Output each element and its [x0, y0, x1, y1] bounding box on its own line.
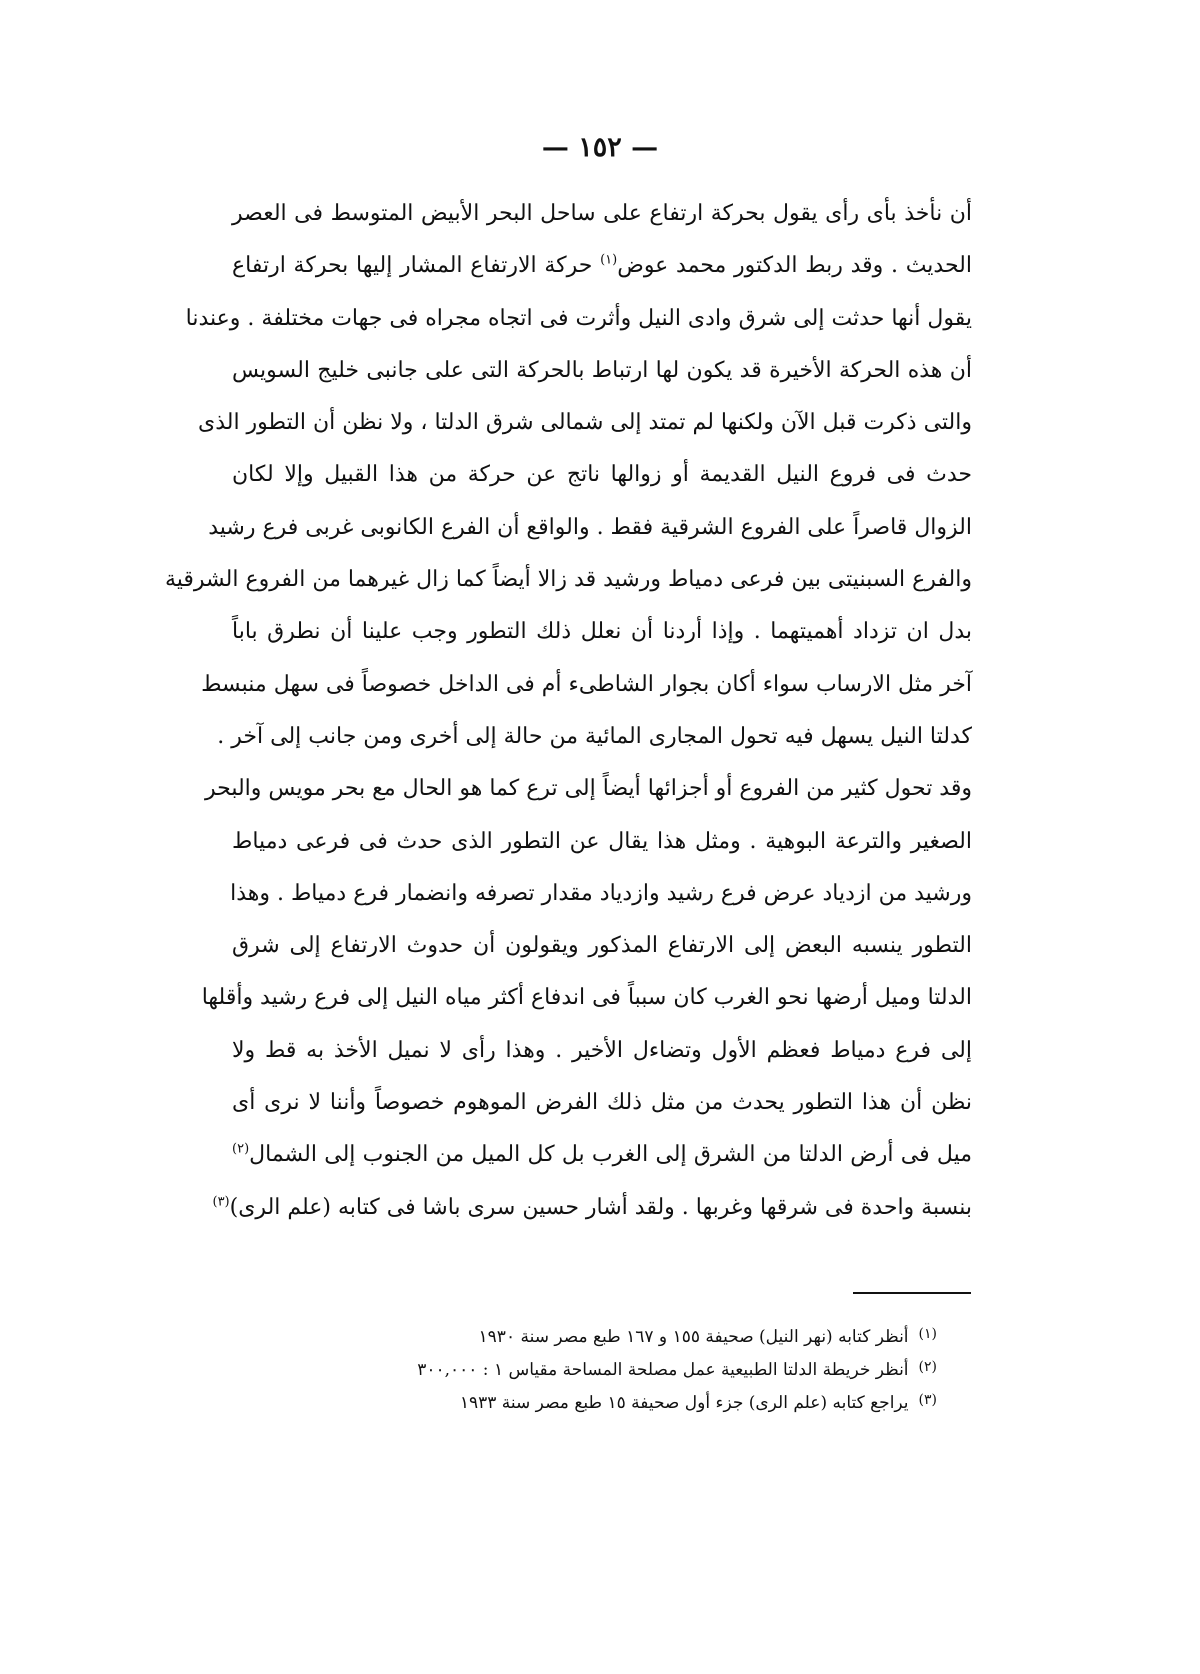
footnote-ref: (٢) — [232, 1142, 250, 1158]
text-line: الصغير والترعة البوهية . ومثل هذا يقال عن التطور الذى حدث فى فرعى دمياط — [232, 828, 972, 854]
footnote — [300, 1384, 937, 1417]
footnote — [300, 1318, 937, 1351]
text-line: أن نأخذ بأى رأى يقول بحركة ارتفاع على ساحل البحر الأبيض المتوسط فى العصر — [232, 201, 972, 226]
footnote-marker: (٢) — [918, 1359, 937, 1375]
text-line: ورشيد من ازدياد عرض فرع رشيد وازدياد مقدار تصرفه وانضمار فرع دمياط . وهذا — [230, 880, 972, 906]
footnote-ref: (٣) — [212, 1194, 230, 1210]
page-number: — ١٥٢ — — [541, 132, 659, 163]
text-line: الحديث . وقد ربط الدكتور محمد عوض$^{(١)}$ حركة الارتفاع المشار إليها بحركة ارتفاع — [232, 252, 972, 279]
footnote-text: يراجع كتابه (علم الرى) جزء أول صحيفة ١٥ طبع مصر سنة ١٩٣٣ — [459, 1393, 909, 1413]
text-line: وقد تحول كثير من الفروع أو أجزائها أيضاً إلى ترع كما هو الحال مع بحر مويس والبحر — [205, 776, 972, 802]
text-line: التطور ينسبه البعض إلى الارتفاع المذكور ويقولون أن حدوث الارتفاع إلى شرق — [232, 933, 972, 959]
footnote-text: أنظر كتابه (نهر النيل) صحيفة ١٥٥ و ١٦٧ طبع مصر سنة ١٩٣٠ — [478, 1327, 909, 1347]
text-line: الزوال قاصراً على الفروع الشرقية فقط . والواقع أن الفرع الكانوبى غربى فرع رشيد — [208, 514, 972, 540]
text-line: ميل فى أرض الدلتا من الشرق إلى الغرب بل كل الميل من الجنوب إلى الشمال$^{(٢)}$ — [232, 1142, 972, 1168]
text-line: أن هذه الحركة الأخيرة قد يكون لها ارتباط بالحركة التى على جانبى خليج السويس — [232, 357, 972, 383]
footnote-marker: (١) — [918, 1326, 937, 1342]
footnotes — [300, 1318, 937, 1417]
text-line: الدلتا وميل أرضها نحو الغرب كان سبباً فى اندفاع أكثر مياه النيل إلى فرع رشيد وأقلها — [201, 985, 972, 1011]
text-line: آخر مثل الارساب سواء أكان بجوار الشاطىء أم فى الداخل خصوصاً فى سهل منبسط — [201, 671, 972, 697]
text-line: يقول أنها حدثت إلى شرق وادى النيل وأثرت فى اتجاه مجراه فى جهات مختلفة . وعندنا — [185, 305, 972, 331]
text-line: بدل ان تزداد أهميتهما . وإذا أردنا أن نعلل ذلك التطور وجب علينا أن نطرق باباً — [232, 619, 972, 645]
text-line: والفرع السبنيتى بين فرعى دمياط ورشيد قد زالا أيضاً كما زال غيرهما من الفروع الشرقية — [164, 567, 972, 593]
text-line: إلى فرع دمياط فعظم الأول وتضاءل الأخير . وهذا رأى لا نميل الأخذ به قط ولا — [232, 1037, 972, 1063]
text-line: حدث فى فروع النيل القديمة أو زوالها ناتج عن حركة من هذا القبيل وإلا لكان — [232, 462, 972, 488]
text-line: بنسبة واحدة فى شرقها وغربها . ولقد أشار حسين سرى باشا فى كتابه (علم الرى)$^{(٣)}$ — [212, 1194, 972, 1220]
text-line: والتى ذكرت قبل الآن ولكنها لم تمتد إلى شمالى شرق الدلتا ، ولا نظن أن التطور الذى — [197, 410, 972, 436]
footnote-text: أنظر خريطة الدلتا الطبيعية عمل مصلحة المساحة مقياس ١ : ٣٠٠,٠٠٠ — [417, 1360, 909, 1380]
body-text — [164, 188, 972, 1234]
text-line: كدلتا النيل يسهل فيه تحول المجارى المائية من حالة إلى أخرى ومن جانب إلى آخر . — [217, 723, 972, 749]
footnote-divider — [853, 1292, 971, 1294]
footnote-marker: (٣) — [918, 1392, 937, 1408]
text-line: نظن أن هذا التطور يحدث من مثل ذلك الفرض الموهوم خصوصاً وأننا لا نرى أى — [232, 1090, 972, 1116]
footnote — [300, 1351, 937, 1384]
footnote-ref: (١) — [600, 252, 618, 268]
